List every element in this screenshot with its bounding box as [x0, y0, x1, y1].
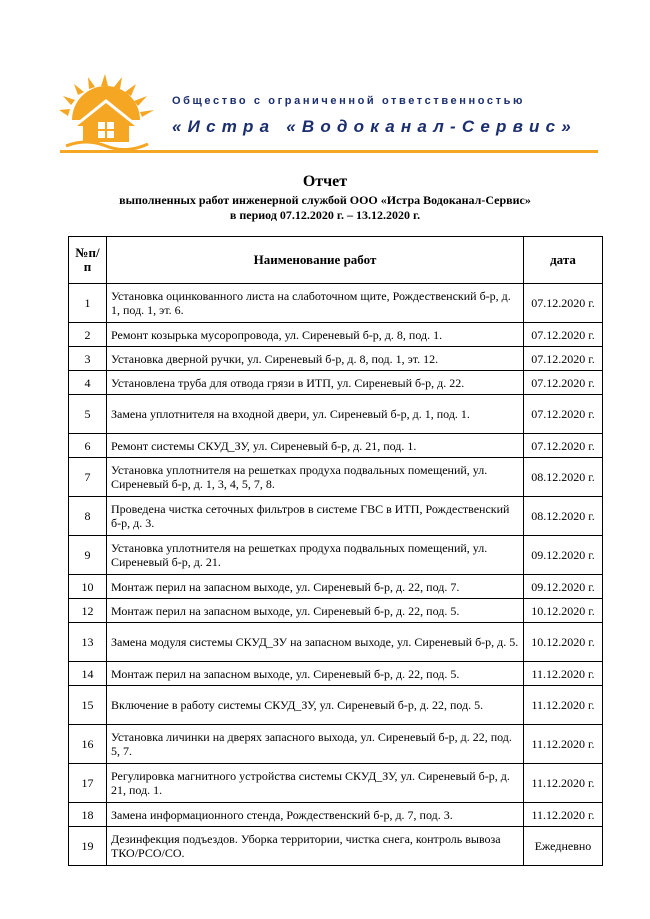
row-date: 10.12.2020 г. [524, 623, 603, 662]
row-number: 6 [69, 434, 107, 458]
row-work-name: Замена информационного стенда, Рождественский б-р, д. 7, под. 3. [107, 803, 524, 827]
header-date: дата [524, 237, 603, 284]
row-number: 3 [69, 347, 107, 371]
row-number: 10 [69, 575, 107, 599]
header-work-name: Наименование работ [107, 237, 524, 284]
row-number: 19 [69, 827, 107, 866]
row-work-name: Ремонт системы СКУД_ЗУ, ул. Сиреневый б-р, д. 21, под. 1. [107, 434, 524, 458]
table-row [69, 347, 603, 371]
row-date: 08.12.2020 г. [524, 458, 603, 497]
row-date: 07.12.2020 г. [524, 284, 603, 323]
row-date: 11.12.2020 г. [524, 662, 603, 686]
row-number: 16 [69, 725, 107, 764]
table-row [69, 662, 603, 686]
table-header-row [69, 237, 603, 284]
row-number: 14 [69, 662, 107, 686]
row-number: 17 [69, 764, 107, 803]
row-work-name: Проведена чистка сеточных фильтров в системе ГВС в ИТП, Рождественский б-р, д. 3. [107, 497, 524, 536]
row-work-name: Установлена труба для отвода грязи в ИТП, ул. Сиреневый б-р, д. 22. [107, 371, 524, 395]
row-work-name: Монтаж перил на запасном выходе, ул. Сиреневый б-р, д. 22, под. 5. [107, 662, 524, 686]
row-work-name: Установка уплотнителя на решетках продуха подвальных помещений, ул. Сиреневый б-р, д. 21. [107, 536, 524, 575]
table-row [69, 686, 603, 725]
table-row [69, 323, 603, 347]
row-work-name: Замена уплотнителя на входной двери, ул. Сиреневый б-р, д. 1, под. 1. [107, 395, 524, 434]
row-work-name: Монтаж перил на запасном выходе, ул. Сиреневый б-р, д. 22, под. 7. [107, 575, 524, 599]
row-date: 11.12.2020 г. [524, 686, 603, 725]
row-number: 9 [69, 536, 107, 575]
report-period: в период 07.12.2020 г. – 13.12.2020 г. [229, 208, 421, 222]
row-work-name: Установка дверной ручки, ул. Сиреневый б-р, д. 8, под. 1, эт. 12. [107, 347, 524, 371]
row-number: 18 [69, 803, 107, 827]
row-number: 13 [69, 623, 107, 662]
header-divider [60, 150, 598, 153]
sun-house-logo-icon [58, 72, 158, 152]
row-work-name: Установка уплотнителя на решетках продуха подвальных помещений, ул. Сиреневый б-р, д. 1, 3, 4, 5, 7, 8. [107, 458, 524, 497]
row-date: 09.12.2020 г. [524, 536, 603, 575]
row-date: 10.12.2020 г. [524, 599, 603, 623]
company-legal-form: Общество с ограниченной ответственностью [172, 95, 525, 107]
row-date: 11.12.2020 г. [524, 764, 603, 803]
row-date: 07.12.2020 г. [524, 371, 603, 395]
works-table [68, 236, 603, 866]
row-date: 09.12.2020 г. [524, 575, 603, 599]
table-row [69, 497, 603, 536]
row-date: Ежедневно [524, 827, 603, 866]
table-row [69, 371, 603, 395]
row-number: 7 [69, 458, 107, 497]
row-number: 4 [69, 371, 107, 395]
row-work-name: Дезинфекция подъездов. Уборка территории, чистка снега, контроль вывоза ТКО/РСО/СО. [107, 827, 524, 866]
row-work-name: Установка оцинкованного листа на слаботочном щите, Рождественский б-р, д. 1, под. 1, эт. 6. [107, 284, 524, 323]
row-work-name: Включение в работу системы СКУД_ЗУ, ул. Сиреневый б-р, д. 22, под. 5. [107, 686, 524, 725]
row-date: 07.12.2020 г. [524, 434, 603, 458]
row-date: 11.12.2020 г. [524, 803, 603, 827]
report-title: Отчет [302, 173, 348, 190]
table-row [69, 536, 603, 575]
row-work-name: Установка личинки на дверях запасного выхода, ул. Сиреневый б-р, д. 22, под. 5, 7. [107, 725, 524, 764]
table-row [69, 623, 603, 662]
row-number: 2 [69, 323, 107, 347]
row-number: 8 [69, 497, 107, 536]
table-row [69, 458, 603, 497]
table-row [69, 803, 603, 827]
row-number: 5 [69, 395, 107, 434]
table-row [69, 395, 603, 434]
row-number: 1 [69, 284, 107, 323]
row-date: 08.12.2020 г. [524, 497, 603, 536]
row-date: 11.12.2020 г. [524, 725, 603, 764]
company-name: «Истра «Водоканал-Сервис» [172, 117, 577, 136]
row-date: 07.12.2020 г. [524, 347, 603, 371]
report-subtitle: выполненных работ инженерной службой ООО «Истра Водоканал-Сервис» [119, 193, 531, 207]
table-row [69, 725, 603, 764]
row-number: 12 [69, 599, 107, 623]
row-work-name: Ремонт козырька мусоропровода, ул. Сиреневый б-р, д. 8, под. 1. [107, 323, 524, 347]
table-row [69, 599, 603, 623]
row-work-name: Регулировка магнитного устройства системы СКУД_ЗУ, ул. Сиреневый б-р, д. 21, под. 1. [107, 764, 524, 803]
header-number: №п/п [69, 237, 107, 284]
table-row [69, 434, 603, 458]
table-row [69, 575, 603, 599]
row-date: 07.12.2020 г. [524, 323, 603, 347]
table-row [69, 284, 603, 323]
row-date: 07.12.2020 г. [524, 395, 603, 434]
works-table-body [69, 284, 603, 866]
table-row [69, 764, 603, 803]
table-row [69, 827, 603, 866]
row-number: 15 [69, 686, 107, 725]
row-work-name: Монтаж перил на запасном выходе, ул. Сиреневый б-р, д. 22, под. 5. [107, 599, 524, 623]
row-work-name: Замена модуля системы СКУД_ЗУ на запасном выходе, ул. Сиреневый б-р, д. 5. [107, 623, 524, 662]
